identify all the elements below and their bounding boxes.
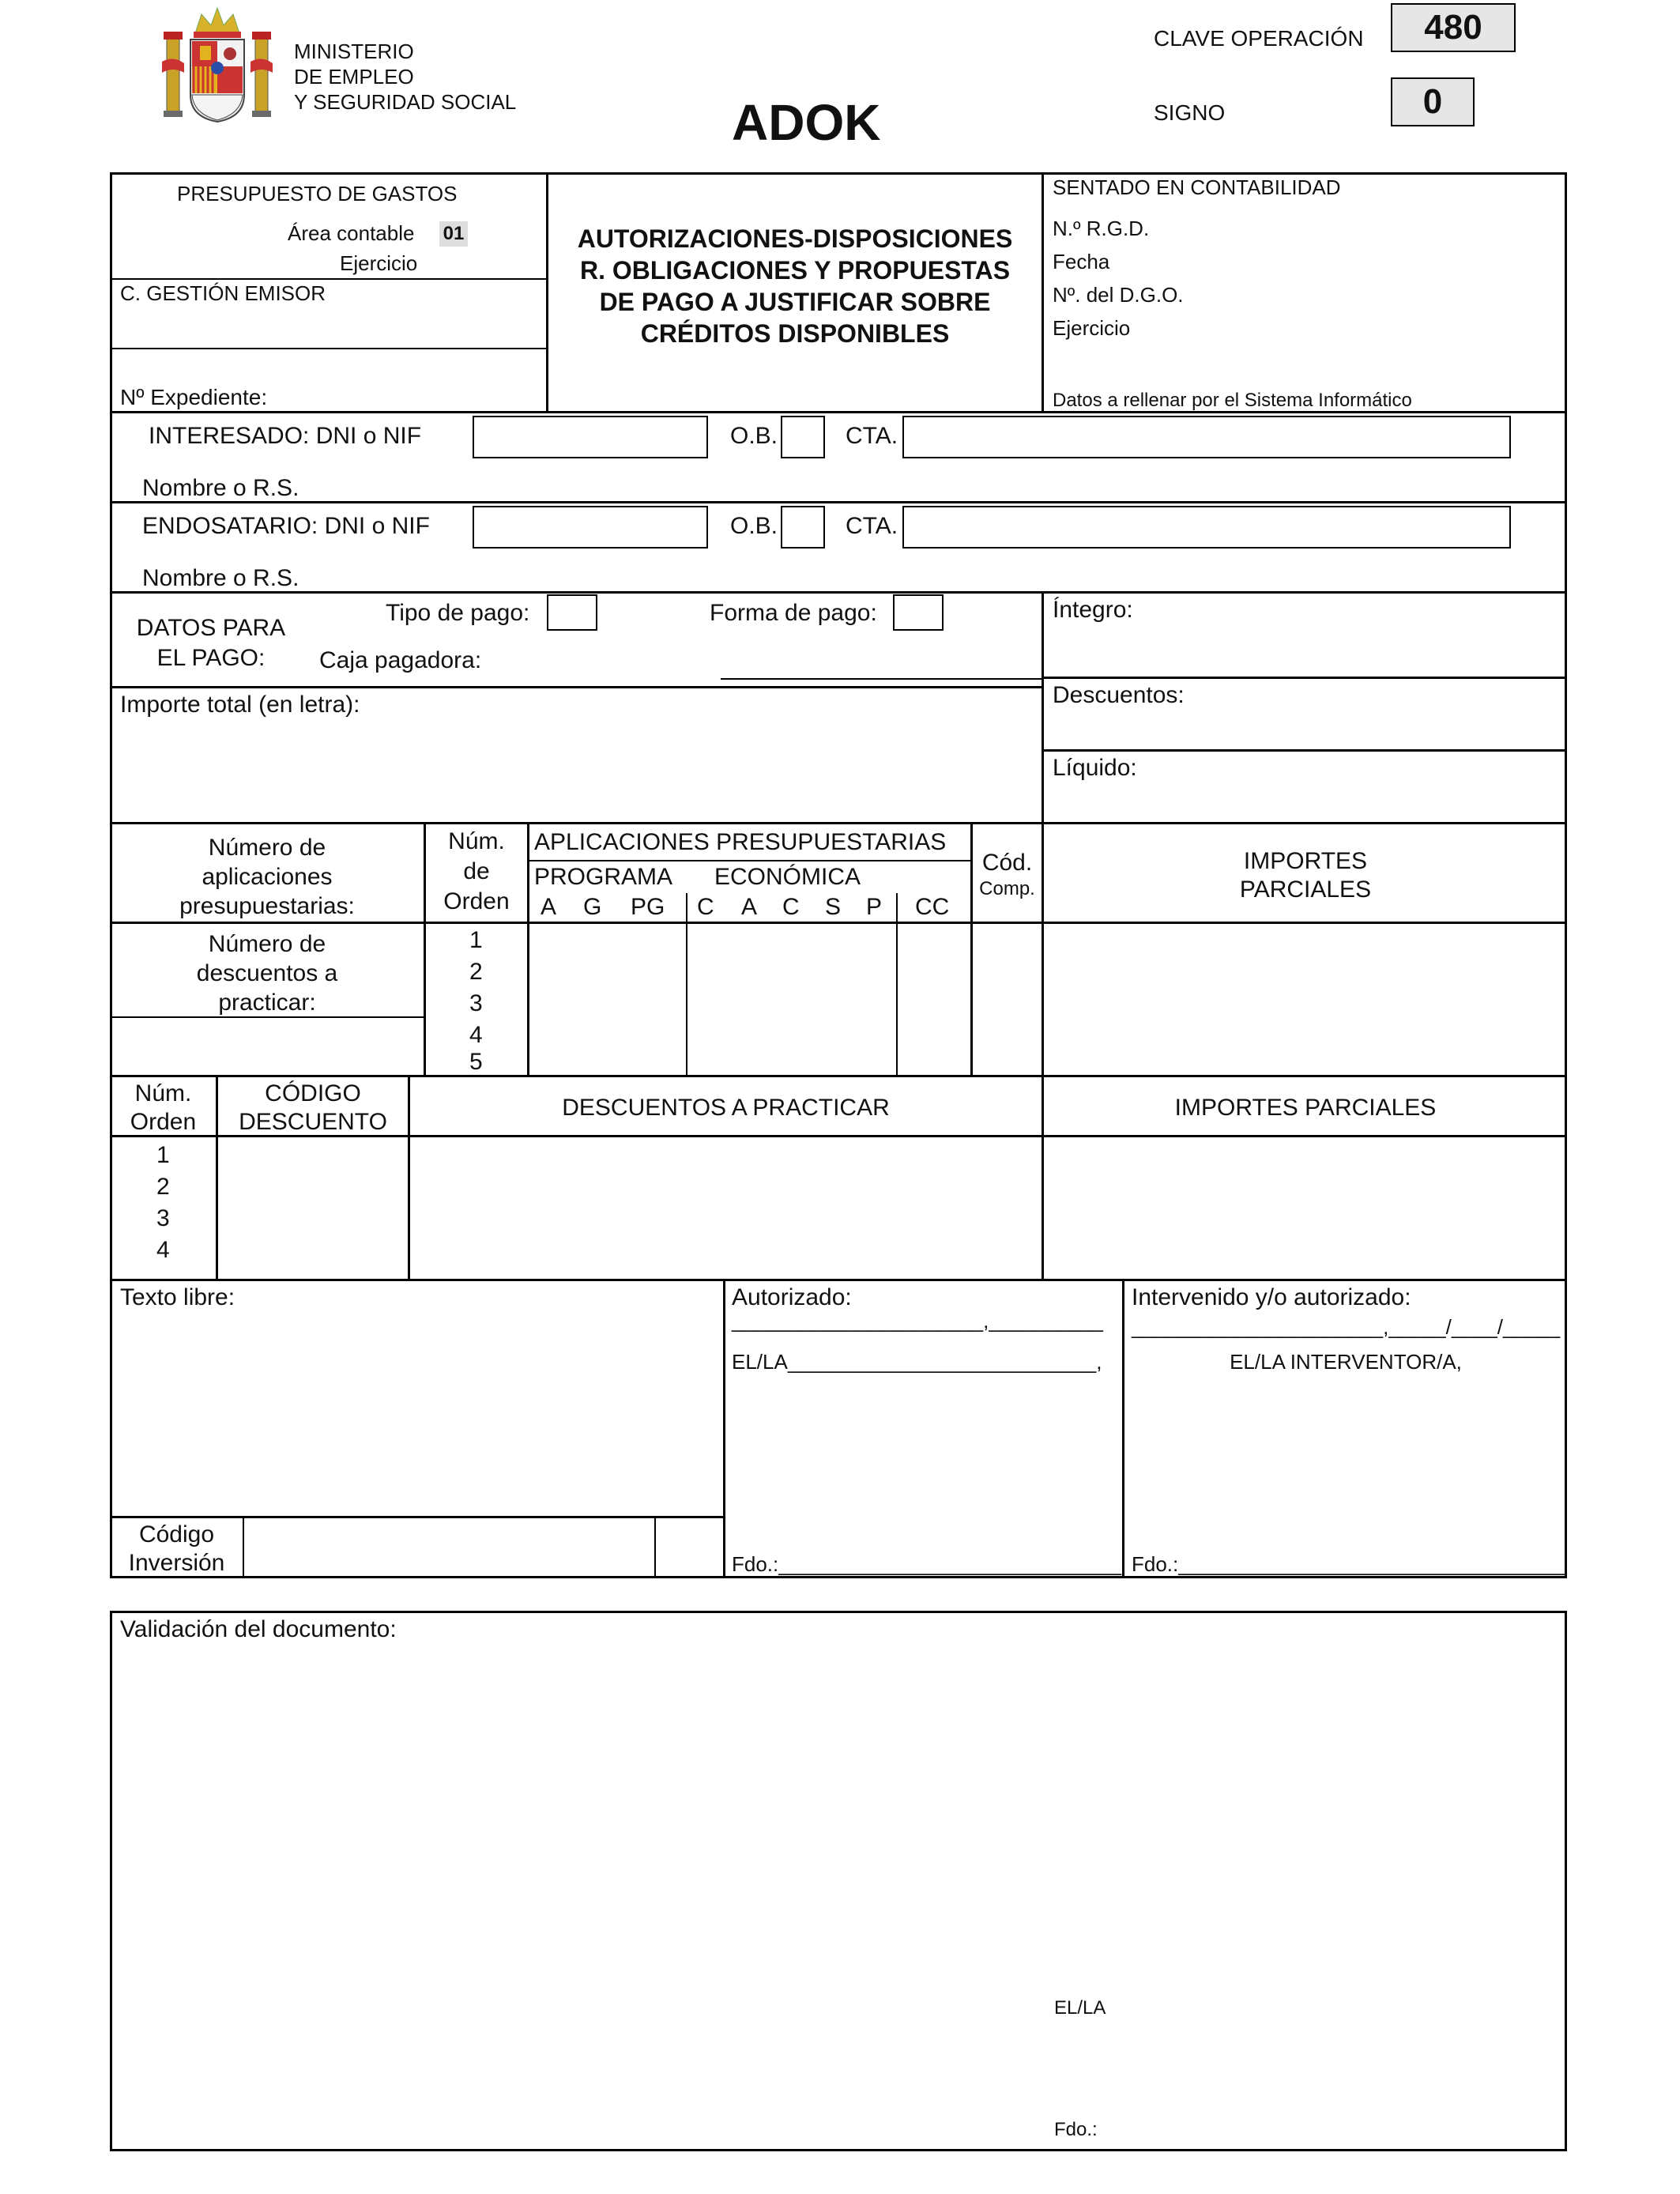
desc-num-orden-header xyxy=(111,1080,216,1137)
col-a: A xyxy=(541,894,557,920)
ministry-line-1: MINISTERIO xyxy=(294,40,414,63)
intervenido-label: Intervenido y/o autorizado: xyxy=(1132,1284,1411,1310)
validacion-firma: Fdo.: xyxy=(1054,2119,1098,2140)
apl-row-3: 3 xyxy=(469,990,483,1016)
texto-libre-label: Texto libre: xyxy=(120,1284,235,1310)
interesado-ob-field[interactable] xyxy=(781,416,825,458)
signo-label: SIGNO xyxy=(1154,100,1226,125)
autorizado-label: Autorizado: xyxy=(732,1284,852,1310)
clave-operacion-label: CLAVE OPERACIÓN xyxy=(1154,26,1364,51)
num-aplicaciones-line-3: presupuestarias: xyxy=(179,893,355,919)
num-descuentos-line-2: descuentos a xyxy=(196,960,338,986)
codigo-descuento-header xyxy=(218,1080,408,1137)
interesado-nif-field[interactable] xyxy=(473,416,708,458)
apl-row-1: 1 xyxy=(469,927,483,953)
autorizado-cargo-line[interactable]: EL/LA___________________________, xyxy=(732,1350,1102,1374)
desc-row-3: 3 xyxy=(156,1205,170,1231)
validacion-cargo: EL/LA xyxy=(1054,1997,1106,2019)
validacion-frame xyxy=(110,1611,1567,2151)
desc-num-orden-line-1: Núm. xyxy=(134,1080,192,1106)
col-p: P xyxy=(866,894,883,920)
signo-value: 0 xyxy=(1391,77,1475,126)
interventor-label: EL/LA INTERVENTOR/A, xyxy=(1230,1350,1462,1374)
endosatario-cta-field[interactable] xyxy=(902,506,1511,548)
col-cc: CC xyxy=(915,894,950,920)
intervenido-firma-line[interactable]: Fdo.:__________________________________ xyxy=(1132,1552,1567,1576)
endosatario-cta-label: CTA. xyxy=(846,513,898,539)
interesado-label: INTERESADO: DNI o NIF xyxy=(149,423,422,449)
num-orden-line-3: Orden xyxy=(443,888,510,914)
interesado-ob-label: O.B. xyxy=(730,423,778,449)
form-title-line-2: R. OBLIGACIONES Y PROPUESTAS xyxy=(579,256,1011,285)
cod-comp-line-2: Comp. xyxy=(979,878,1035,899)
codigo-inversion-label xyxy=(111,1521,243,1578)
rgd-label: N.º R.G.D. xyxy=(1053,217,1150,240)
num-descuentos-line-1: Número de xyxy=(208,931,326,957)
ministry-line-2: DE EMPLEO xyxy=(294,65,414,89)
ministry-line-3: Y SEGURIDAD SOCIAL xyxy=(294,90,517,114)
dgo-label: Nº. del D.G.O. xyxy=(1053,283,1184,307)
importes-parciales-header xyxy=(1044,847,1567,904)
ejercicio-contable-label: Ejercicio xyxy=(1053,316,1131,340)
num-descuentos-label xyxy=(111,929,424,1017)
expediente-label: Nº Expediente: xyxy=(120,385,268,409)
datos-pago-line-2: EL PAGO: xyxy=(156,645,266,671)
endosatario-label: ENDOSATARIO: DNI o NIF xyxy=(142,513,430,539)
caja-pagadora-label: Caja pagadora: xyxy=(319,647,482,673)
importe-letra-label: Importe total (en letra): xyxy=(120,692,360,718)
num-orden-line-1: Núm. xyxy=(448,828,505,854)
integro-label: Íntegro: xyxy=(1053,597,1133,623)
num-aplicaciones-label xyxy=(111,833,424,921)
liquido-label: Líquido: xyxy=(1053,755,1137,781)
endosatario-nombre-label: Nombre o R.S. xyxy=(142,565,299,591)
aplicaciones-title: APLICACIONES PRESUPUESTARIAS xyxy=(534,829,947,855)
col-s: S xyxy=(825,894,842,920)
col-a2: A xyxy=(741,894,758,920)
gestion-emisor-label: C. GESTIÓN EMISOR xyxy=(120,281,326,305)
form-title xyxy=(548,223,1042,349)
programa-label: PROGRAMA xyxy=(534,864,673,890)
endosatario-ob-field[interactable] xyxy=(781,506,825,548)
forma-pago-label: Forma de pago: xyxy=(710,600,877,626)
autorizado-lugar-fecha-line[interactable]: ______________________,__________ xyxy=(732,1309,1103,1333)
interesado-cta-field[interactable] xyxy=(902,416,1511,458)
sentado-label: SENTADO EN CONTABILIDAD xyxy=(1053,175,1341,199)
fecha-label: Fecha xyxy=(1053,250,1110,273)
interesado-cta-label: CTA. xyxy=(846,423,898,449)
endosatario-ob-label: O.B. xyxy=(730,513,778,539)
area-contable-label: Área contable xyxy=(288,221,415,245)
caja-pagadora-field[interactable] xyxy=(721,678,1042,680)
codigo-inversion-line-2: Inversión xyxy=(128,1550,225,1576)
codigo-descuento-line-1: CÓDIGO xyxy=(265,1080,361,1106)
num-orden-label xyxy=(426,827,527,917)
ejercicio-label: Ejercicio xyxy=(340,251,418,275)
form-title-line-1: AUTORIZACIONES-DISPOSICIONES xyxy=(577,224,1013,253)
form-code-title: ADOK xyxy=(732,94,881,151)
num-aplicaciones-line-2: aplicaciones xyxy=(202,864,333,890)
presupuesto-label: PRESUPUESTO DE GASTOS xyxy=(177,182,458,205)
col-c2: C xyxy=(782,894,800,920)
endosatario-nif-field[interactable] xyxy=(473,506,708,548)
importes-parciales-line-2: PARCIALES xyxy=(1239,876,1372,903)
forma-pago-field[interactable] xyxy=(893,594,944,631)
tipo-pago-field[interactable] xyxy=(547,594,597,631)
intervenido-lugar-fecha-line[interactable]: ______________________,_____/____/_____ xyxy=(1132,1315,1561,1339)
apl-row-4: 4 xyxy=(469,1022,483,1048)
validacion-label: Validación del documento: xyxy=(120,1616,397,1642)
form-title-line-4: CRÉDITOS DISPONIBLES xyxy=(640,319,950,348)
desc-importes-parciales-header: IMPORTES PARCIALES xyxy=(1174,1095,1437,1121)
descuentos-practicar-header: DESCUENTOS A PRACTICAR xyxy=(562,1095,890,1121)
num-orden-line-2: de xyxy=(463,858,490,884)
tipo-pago-label: Tipo de pago: xyxy=(386,600,530,626)
desc-row-2: 2 xyxy=(156,1174,170,1200)
desc-row-4: 4 xyxy=(156,1237,170,1263)
form-title-line-3: DE PAGO A JUSTIFICAR SOBRE xyxy=(599,288,991,316)
descuentos-label: Descuentos: xyxy=(1053,682,1185,708)
datos-pago-line-1: DATOS PARA xyxy=(136,615,286,641)
apl-row-5: 5 xyxy=(469,1049,483,1075)
desc-row-1: 1 xyxy=(156,1142,170,1168)
coat-of-arms-icon xyxy=(162,6,273,123)
col-g: G xyxy=(583,894,602,920)
importes-parciales-line-1: IMPORTES xyxy=(1243,848,1368,874)
datos-pago-label xyxy=(128,613,294,673)
clave-operacion-value: 480 xyxy=(1391,3,1516,52)
autorizado-firma-line[interactable]: Fdo.:______________________________ xyxy=(732,1552,1122,1576)
desc-num-orden-line-2: Orden xyxy=(130,1109,197,1135)
apl-row-2: 2 xyxy=(469,959,483,985)
col-pg: PG xyxy=(631,894,665,920)
col-c: C xyxy=(697,894,714,920)
codigo-inversion-line-1: Código xyxy=(138,1521,215,1547)
area-contable-value: 01 xyxy=(439,221,468,247)
num-descuentos-line-3: practicar: xyxy=(218,990,316,1016)
num-aplicaciones-line-1: Número de xyxy=(208,835,326,861)
interesado-nombre-label: Nombre o R.S. xyxy=(142,475,299,501)
codigo-descuento-line-2: DESCUENTO xyxy=(239,1109,387,1135)
economica-label: ECONÓMICA xyxy=(714,864,861,890)
cod-comp-line-1: Cód. xyxy=(981,850,1033,876)
datos-sistema-note: Datos a rellenar por el Sistema Informático xyxy=(1053,390,1412,411)
